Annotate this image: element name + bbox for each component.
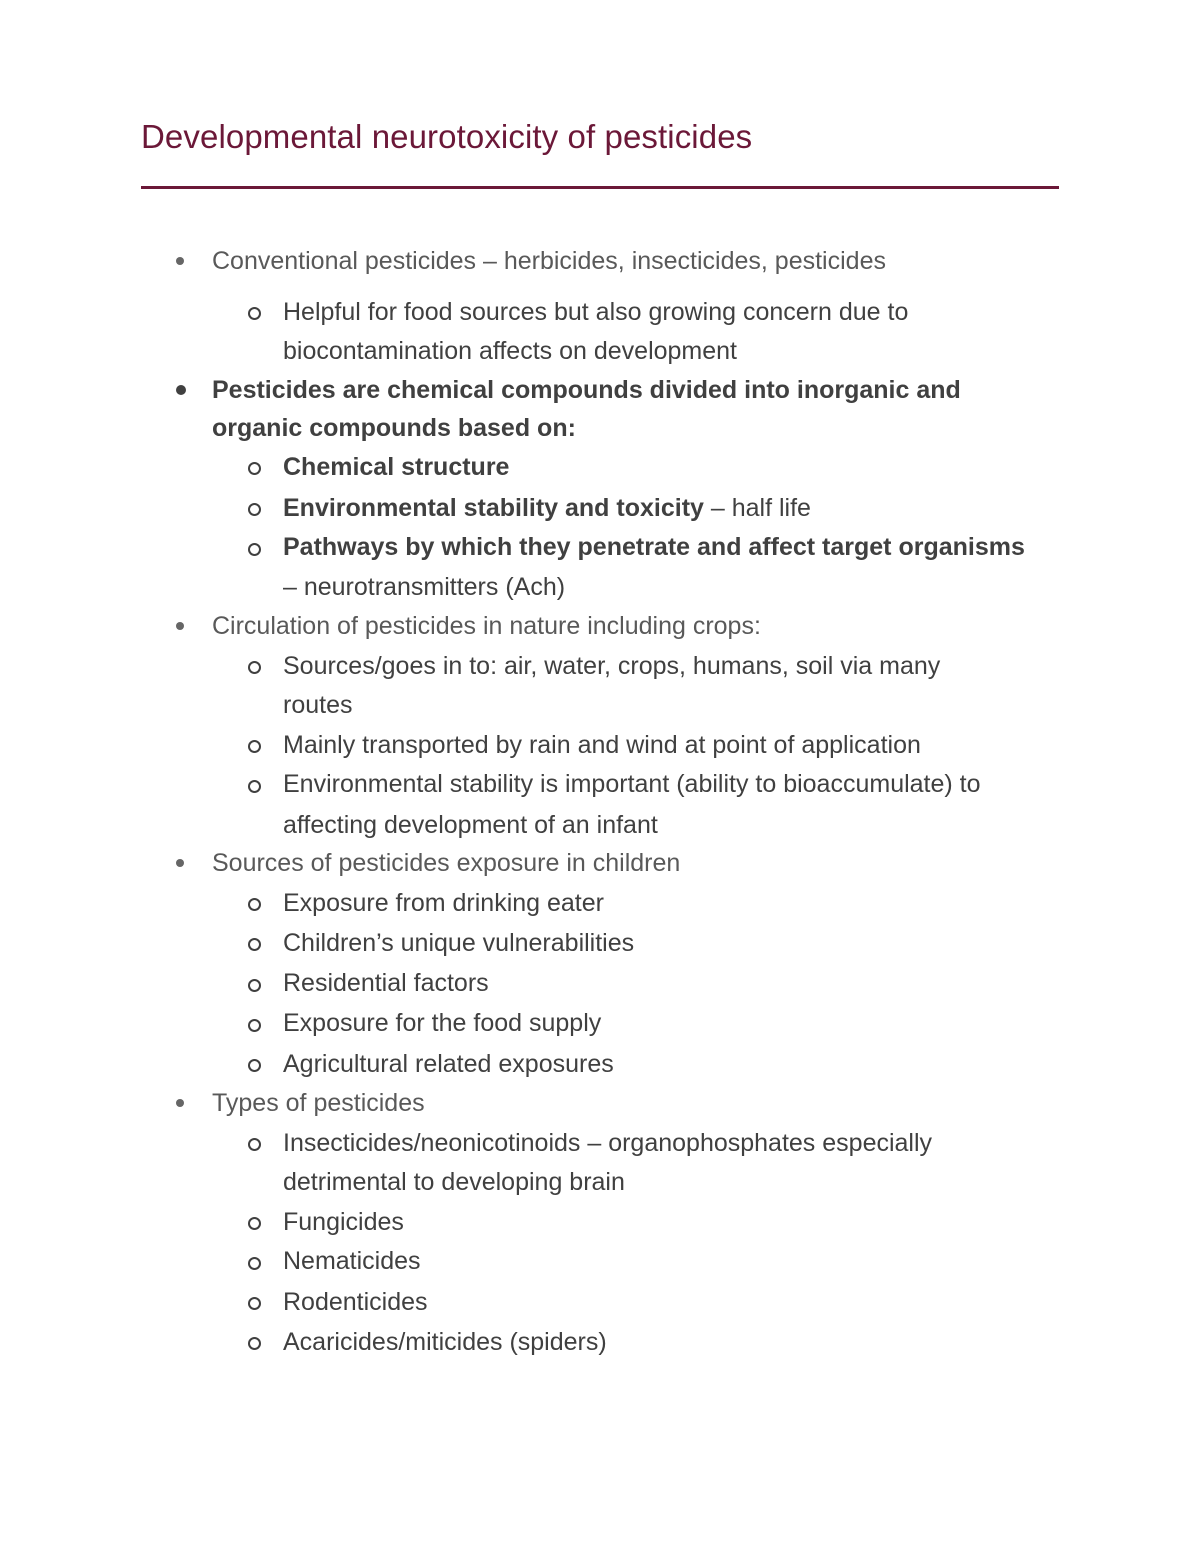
list-item-helpful-line1: Helpful for food sources but also growing concern due to — [283, 298, 909, 326]
list-item-circulation: Circulation of pesticides in nature including crops: — [212, 612, 761, 640]
bullet-icon — [176, 257, 184, 265]
circle-bullet-icon — [248, 898, 261, 911]
circle-bullet-icon — [248, 1337, 261, 1350]
title-underline — [141, 186, 1059, 189]
list-item-insecticides-line1: Insecticides/neonicotinoids – organophosphates especially — [283, 1129, 933, 1157]
list-item-types: Types of pesticides — [212, 1089, 425, 1117]
bullet-icon — [176, 859, 184, 867]
list-item-acaricides: Acaricides/miticides (spiders) — [283, 1328, 607, 1356]
list-item-insecticides-line2: detrimental to developing brain — [283, 1168, 625, 1196]
circle-bullet-icon — [248, 938, 261, 951]
circle-bullet-icon — [248, 1257, 261, 1270]
list-item-fungicides: Fungicides — [283, 1208, 404, 1236]
list-item-sources-line1: Sources/goes in to: air, water, crops, humans, soil via many — [283, 652, 941, 680]
bullet-icon — [176, 385, 186, 395]
circle-bullet-icon — [248, 543, 261, 556]
list-item-environmental-stability-rest: – half life — [703, 494, 811, 522]
list-item-vulnerabilities: Children’s unique vulnerabilities — [283, 929, 635, 957]
bullet-icon — [176, 622, 184, 630]
circle-bullet-icon — [248, 780, 261, 793]
list-item-transported: Mainly transported by rain and wind at point of application — [283, 731, 921, 759]
document-title: Developmental neurotoxicity of pesticides — [141, 118, 753, 155]
circle-bullet-icon — [248, 979, 261, 992]
circle-bullet-icon — [248, 740, 261, 753]
circle-bullet-icon — [248, 661, 261, 674]
list-item-helpful-line2: biocontamination affects on development — [283, 337, 738, 365]
list-item-agricultural: Agricultural related exposures — [283, 1050, 614, 1078]
list-item-conventional-pesticides: Conventional pesticides – herbicides, insecticides, pesticides — [212, 247, 886, 275]
list-item-pathways-line1: Pathways by which they penetrate and affect target organisms — [283, 533, 1025, 561]
circle-bullet-icon — [248, 1059, 261, 1072]
circle-bullet-icon — [248, 307, 261, 320]
circle-bullet-icon — [248, 503, 261, 516]
list-item-chemical-compounds-line1: Pesticides are chemical compounds divided into inorganic and — [212, 376, 961, 404]
list-item-bioaccumulate-line1: Environmental stability is important (ability to bioaccumulate) to — [283, 770, 981, 798]
list-item-food-supply: Exposure for the food supply — [283, 1009, 602, 1037]
circle-bullet-icon — [248, 1297, 261, 1310]
list-item-exposure-children: Sources of pesticides exposure in children — [212, 849, 681, 877]
list-item-residential: Residential factors — [283, 969, 489, 997]
circle-bullet-icon — [248, 462, 261, 475]
list-item-pathways-line2: – neurotransmitters (Ach) — [283, 573, 566, 601]
list-item-environmental-stability — [283, 493, 811, 523]
circle-bullet-icon — [248, 1217, 261, 1230]
circle-bullet-icon — [248, 1138, 261, 1151]
bullet-icon — [176, 1099, 184, 1107]
list-item-chemical-structure: Chemical structure — [283, 453, 510, 481]
list-item-environmental-stability-bold: Environmental stability and toxicity — [283, 494, 704, 522]
list-item-chemical-compounds-line2: organic compounds based on: — [212, 414, 576, 442]
list-item-rodenticides: Rodenticides — [283, 1288, 428, 1316]
list-item-bioaccumulate-line2: affecting development of an infant — [283, 811, 658, 839]
list-item-drinking-water: Exposure from drinking eater — [283, 889, 604, 917]
list-item-nematicides: Nematicides — [283, 1247, 421, 1275]
list-item-sources-line2: routes — [283, 691, 353, 719]
circle-bullet-icon — [248, 1019, 261, 1032]
